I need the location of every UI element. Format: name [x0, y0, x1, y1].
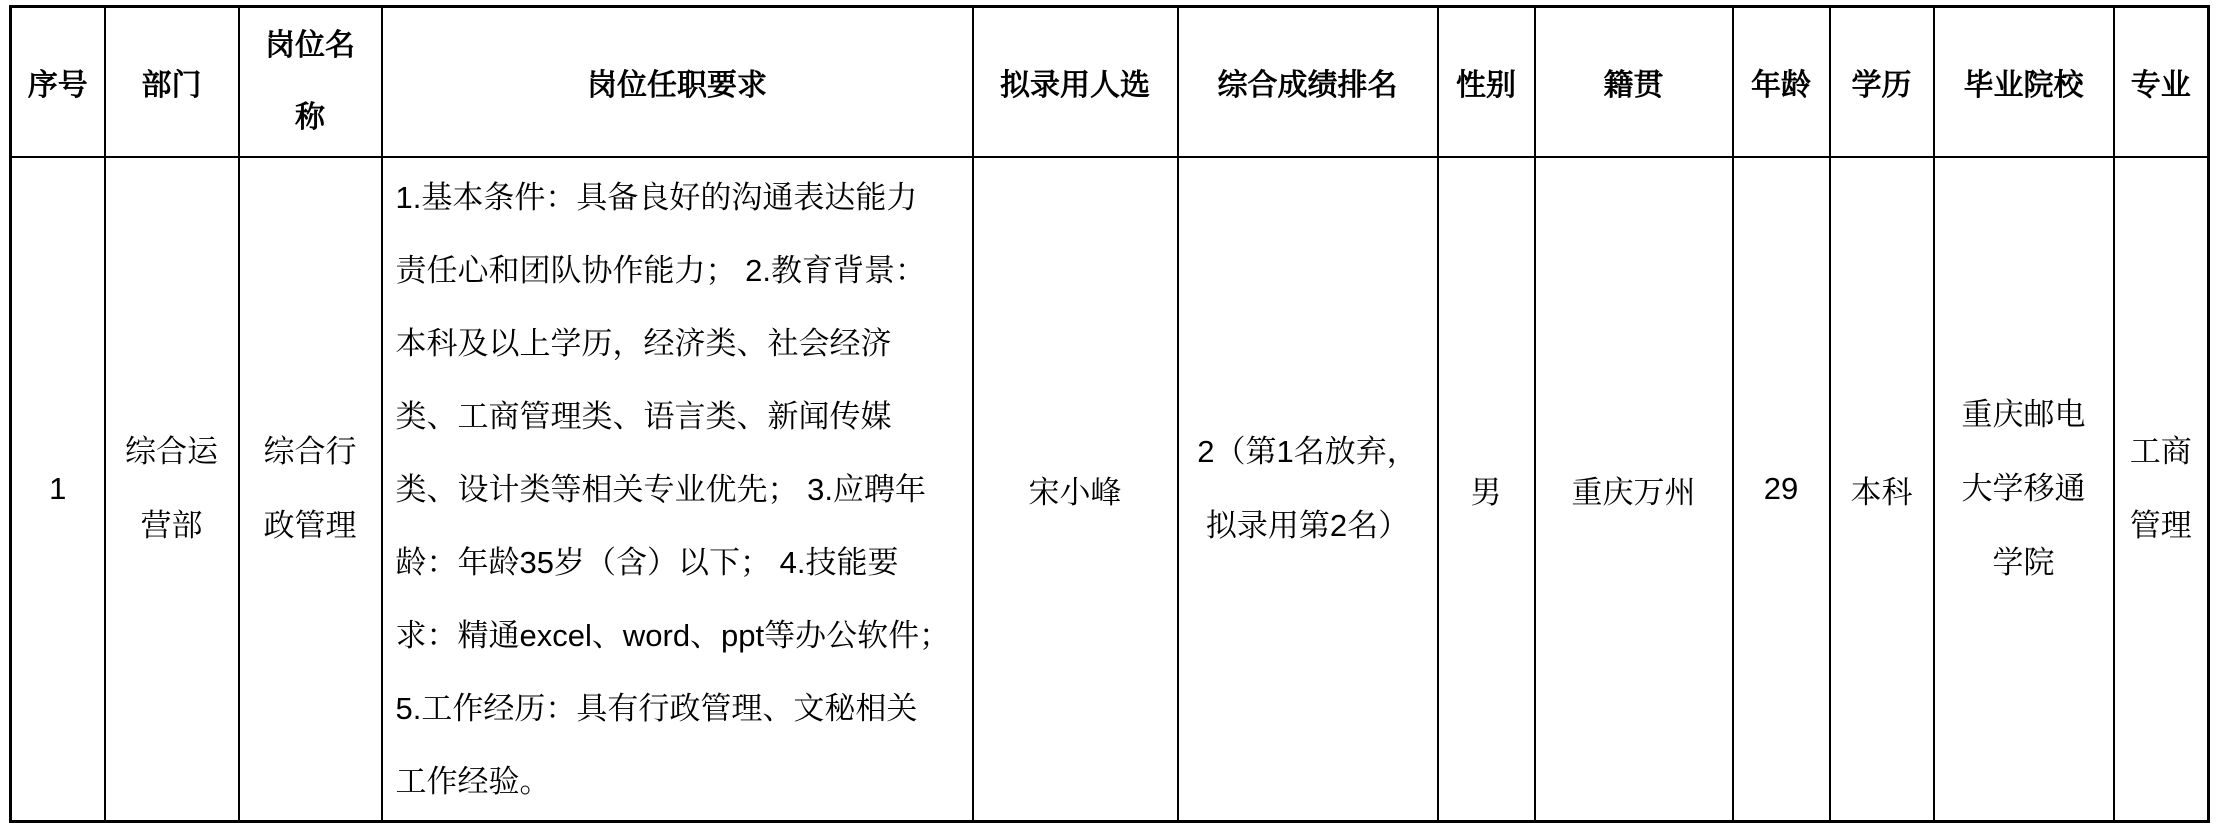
cell-age: 29: [1733, 157, 1830, 822]
cell-department-line-2: 营部: [140, 508, 203, 543]
cell-job-requirements: [382, 157, 973, 822]
cell-education: 本科: [1830, 157, 1934, 822]
requirements-line-1: 1.基本条件：具备良好的沟通表达能力: [395, 179, 918, 215]
header-graduation-school: 毕业院校: [1934, 7, 2114, 158]
cell-graduation-school: [1934, 157, 2114, 822]
header-position-name-line-2: 称: [295, 101, 325, 134]
header-overall-score-rank: 综合成绩排名: [1178, 7, 1438, 158]
requirements-line-4: 类、工商管理类、语言类、新闻传媒: [395, 398, 892, 434]
cell-major-line-1: 工商: [2129, 434, 2192, 469]
cell-position-name-line-2: 政管理: [263, 508, 357, 543]
requirements-line-2: 责任心和团队协作能力； 2.教育背景：: [395, 252, 926, 288]
requirements-line-5: 类、设计类等相关专业优先； 3.应聘年: [395, 471, 926, 507]
cell-school-line-3: 学院: [1992, 545, 2055, 580]
requirements-line-6: 龄：年龄35岁（含）以下； 4.技能要: [395, 544, 899, 580]
header-position-name: [239, 7, 382, 158]
recruitment-result-table: [9, 5, 2210, 823]
header-age: 年龄: [1733, 7, 1830, 158]
requirements-line-7: 求：精通excel、word、ppt等办公软件；: [395, 617, 951, 653]
requirements-line-3: 本科及以上学历，经济类、社会经济: [395, 325, 892, 361]
cell-position-name-line-1: 综合行: [263, 434, 357, 469]
header-serial-number: 序号: [11, 7, 105, 158]
header-position-name-line-1: 岗位名: [265, 29, 355, 62]
header-gender: 性别: [1438, 7, 1535, 158]
cell-overall-score-rank: [1178, 157, 1438, 822]
cell-serial-number: 1: [11, 157, 105, 822]
cell-rank-line-1: 2（第1名放弃，: [1197, 434, 1418, 469]
cell-native-place: 重庆万州: [1535, 157, 1733, 822]
header-native-place: 籍贯: [1535, 7, 1733, 158]
header-job-requirements: 岗位任职要求: [382, 7, 973, 158]
cell-department-line-1: 综合运: [125, 434, 218, 469]
cell-major-line-2: 管理: [2129, 508, 2192, 543]
cell-proposed-candidate: 宋小峰: [973, 157, 1178, 822]
table-header-row: [11, 7, 2209, 158]
cell-school-line-1: 重庆邮电: [1961, 397, 2086, 432]
cell-department: [105, 157, 239, 822]
cell-major: [2114, 157, 2209, 822]
requirements-line-9: 工作经验。: [395, 763, 551, 799]
header-proposed-candidate: 拟录用人选: [973, 7, 1178, 158]
header-department: 部门: [105, 7, 239, 158]
requirements-line-8: 5.工作经历：具有行政管理、文秘相关: [395, 690, 918, 726]
cell-school-line-2: 大学移通: [1961, 471, 2086, 506]
header-major: 专业: [2114, 7, 2209, 158]
table-row: [11, 157, 2209, 822]
cell-position-name: [239, 157, 382, 822]
cell-rank-line-2: 拟录用第2名）: [1205, 508, 1410, 543]
header-education: 学历: [1830, 7, 1934, 158]
cell-gender: 男: [1438, 157, 1535, 822]
